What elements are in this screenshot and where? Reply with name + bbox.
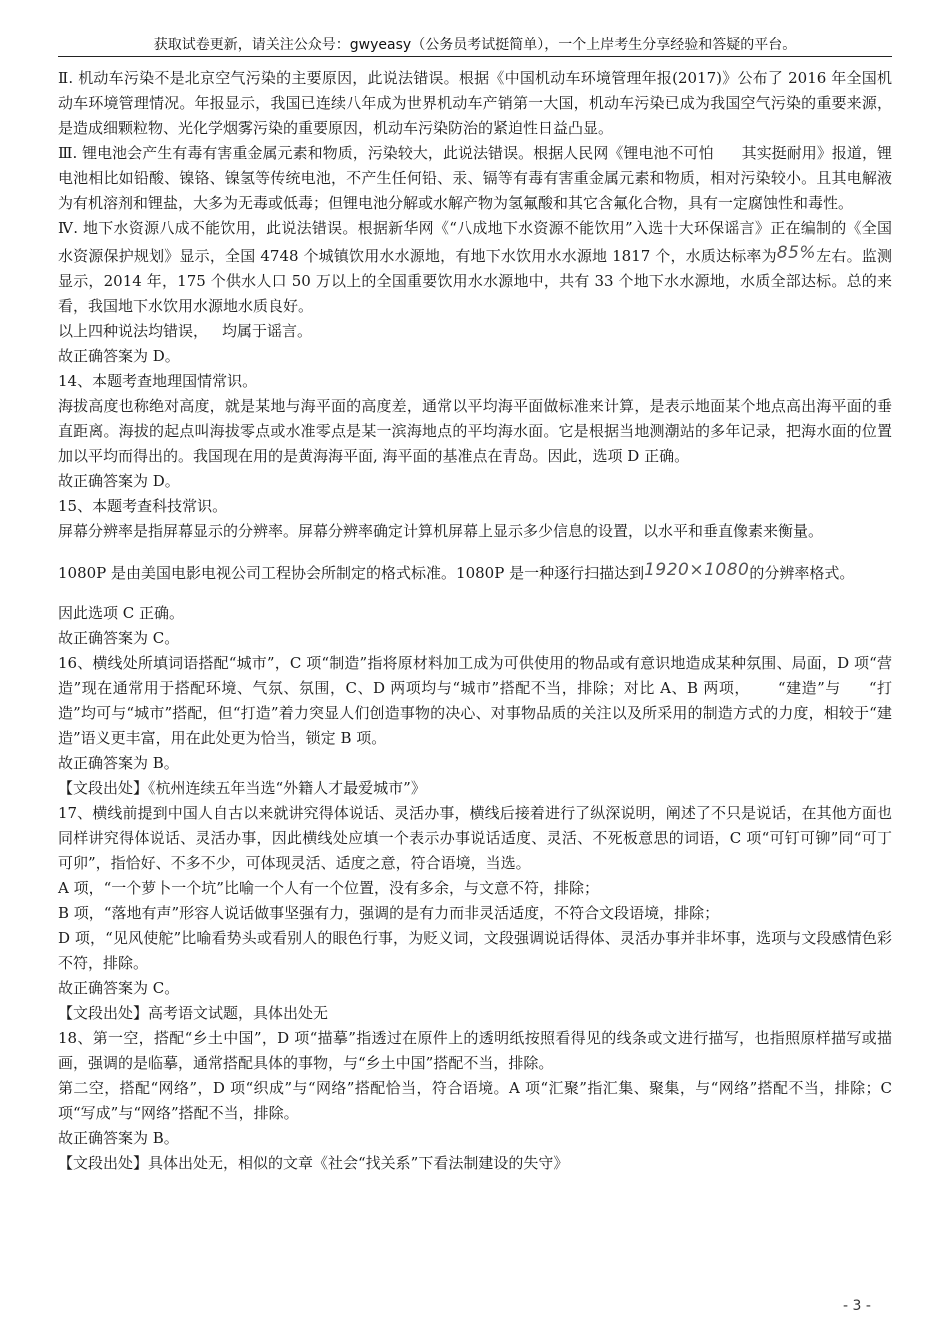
question-15-explanation-2 [58, 558, 892, 586]
q16-part-1: 16、横线处所填词语搭配“城市”，C 项“制造”指将原材料加工成为可供使用的物品或有意识地造成某种氛围、局面，D 项“营造”现在通常用于搭配环境、气氛、氛围，C、D 两项均与“城市”搭配不当，排除；对比 A、B 两项， [58, 654, 892, 697]
answer-16: 故正确答案为 B。 [58, 754, 179, 772]
document-body [58, 66, 892, 1176]
source-16: 【文段出处】《杭州连续五年当选“外籍人才最爱城市”》 [58, 779, 426, 797]
resolution-image: 1920×1080 [644, 560, 750, 580]
page-number: - 3 - [843, 1298, 871, 1314]
question-16-explanation [58, 651, 892, 751]
claim-4-part-2: 左右。监测显示，2014 年，175 个供水人口 50 万以上的全国重要饮用水水源地中，共有 33 个地下水水源地，水质全部达标。总的来看，我国地下水饮用水源地水质良好。 [58, 247, 892, 315]
question-15-heading: 15、本题考查科技常识。 [58, 497, 228, 515]
q15-part-2: 的分辨率格式。 [749, 564, 855, 582]
question-18-blank-1: 18、第一空，搭配“乡土中国”，D 项“描摹”指透过在原件上的透明纸按照看得见的线条或文进行描写，也指照原样描写或描画，强调的是临摹，通常搭配具体的事物，与“乡土中国”搭配不当，排除。 [58, 1029, 892, 1072]
question-17-explanation: 17、横线前提到中国人自古以来就讲究得体说话、灵活办事，横线后接着进行了纵深说明，阐述了不只是说话，在其他方面也同样讲究得体说话、灵活办事，因此横线处应填一个表示办事说话适度、灵活、不死板意思的词语，C 项“可钉可铆”同“可丁可卯”，指恰好、不多不少，可体现灵活、适度之意，符合语境，当选。 [58, 804, 892, 872]
question-17-option-d: D 项，“见风使舵”比喻看势头或看别人的眼色行事，为贬义词，文段强调说话得体、灵活办事并非坏事，选项与文段感情色彩不符，排除。 [58, 929, 892, 972]
page-header-banner: 获取试卷更新，请关注公众号：gwyeasy（公务员考试挺简单），一个上岸考生分享经验和答疑的平台。 [153, 37, 797, 53]
paragraph-claim-2: Ⅱ. 机动车污染不是北京空气污染的主要原因，此说法错误。根据《中国机动车环境管理年报(2017)》公布了 2016 年全国机动车环境管理情况。年报显示，我国已连续八年成为世界机动车产销第一大国，机动车污染已成为我国空气污染的重要来源，是造成细颗粒物、光化学烟雾污染的重要原因，机动车污染防治的紧迫性日益凸显。 [58, 69, 892, 137]
answer-17: 故正确答案为 C。 [58, 979, 180, 997]
claim-4-part-1: Ⅳ. 地下水资源八成不能饮用，此说法错误。根据新华网《“八成地下水资源不能饮用”入选十大环保谣言》正在编制的《全国水资源保护规划》显示，全国 4748 个城镇饮用水水源地，有地下水饮用水水源地 1817 个，水质达标率为 [58, 219, 892, 265]
question-14-explanation: 海拔高度也称绝对高度，就是某地与海平面的高度差，通常以平均海平面做标准来计算，是表示地面某个地点高出海平面的垂直距离。海拔的起点叫海拔零点或水准零点是某一滨海地点的平均海水面。它是根据当地测潮站的多年记录，把海水面的位置加以平均而得出的。我国现在用的是黄海海平面, 海平面的基准点在青岛。因此，选项 D 正确。 [58, 397, 892, 465]
paragraph-summary [58, 319, 892, 344]
question-14-heading: 14、本题考查地理国情常识。 [58, 372, 258, 390]
claim-4-percent-image: 85% [776, 243, 817, 263]
summary-part-2: 均属于谣言。 [222, 322, 313, 340]
q16-part-3: “打造”均可与“城市”搭配，但“打造”着力突显人们创造事物的决心、对事物品质的关注以及所采用的制造方式的力度，相较于“建造”语义更丰富，用在此处更为恰当，锁定 B 项。 [58, 679, 892, 747]
question-17-option-b: B 项，“落地有声”形容人说话做事坚强有力，强调的是有力而非灵活适度，不符合文段语境，排除； [58, 904, 720, 922]
answer-14: 故正确答案为 D。 [58, 472, 180, 490]
q15-part-1: 1080P 是由美国电影电视公司工程协会所制定的格式标准。1080P 是一种逐行扫描达到 [58, 564, 645, 582]
question-15-conclusion: 因此选项 C 正确。 [58, 604, 185, 622]
question-15-explanation-1: 屏幕分辨率是指屏幕显示的分辨率。屏幕分辨率确定计算机屏幕上显示多少信息的设置，以水平和垂直像素来衡量。 [58, 522, 824, 540]
answer-18: 故正确答案为 B。 [58, 1129, 179, 1147]
paragraph-claim-3 [58, 141, 892, 216]
answer-13: 故正确答案为 D。 [58, 347, 180, 365]
source-18: 【文段出处】具体出处无，相似的文章《社会“找关系”下看法制建设的失守》 [58, 1154, 569, 1172]
answer-15: 故正确答案为 C。 [58, 629, 180, 647]
question-18-blank-2: 第二空，搭配“网络”，D 项“织成”与“网络”搭配恰当，符合语境。A 项“汇聚”指汇集、聚集，与“网络”搭配不当，排除；C 项“写成”与“网络”搭配不当，排除。 [58, 1079, 892, 1122]
q16-part-2: “建造”与 [777, 679, 841, 697]
claim-3-part-1: Ⅲ. 锂电池会产生有毒有害重金属元素和物质，污染较大，此说法错误。根据人民网《锂电池不可怕 [58, 144, 714, 162]
paragraph-claim-4 [58, 216, 892, 319]
summary-part-1: 以上四种说法均错误， [58, 322, 209, 340]
claim-3-part-2: 其实挺耐用》报道，锂电池相比如铅酸、镍铬、镍氢等传统电池，不产生任何铅、汞、镉等有毒有害重金属元素和物质，相对污染较小。且其电解液为有机溶剂和锂盐，大多为无毒或低毒；但锂电池分解或水解产物为氢氟酸和其它含氟化合物，具有一定腐蚀性和毒性。 [58, 144, 892, 212]
header-divider [58, 56, 892, 57]
source-17: 【文段出处】高考语文试题，具体出处无 [58, 1004, 329, 1022]
question-17-option-a: A 项，“一个萝卜一个坑”比喻一个人有一个位置，没有多余，与文意不符，排除； [58, 879, 599, 897]
